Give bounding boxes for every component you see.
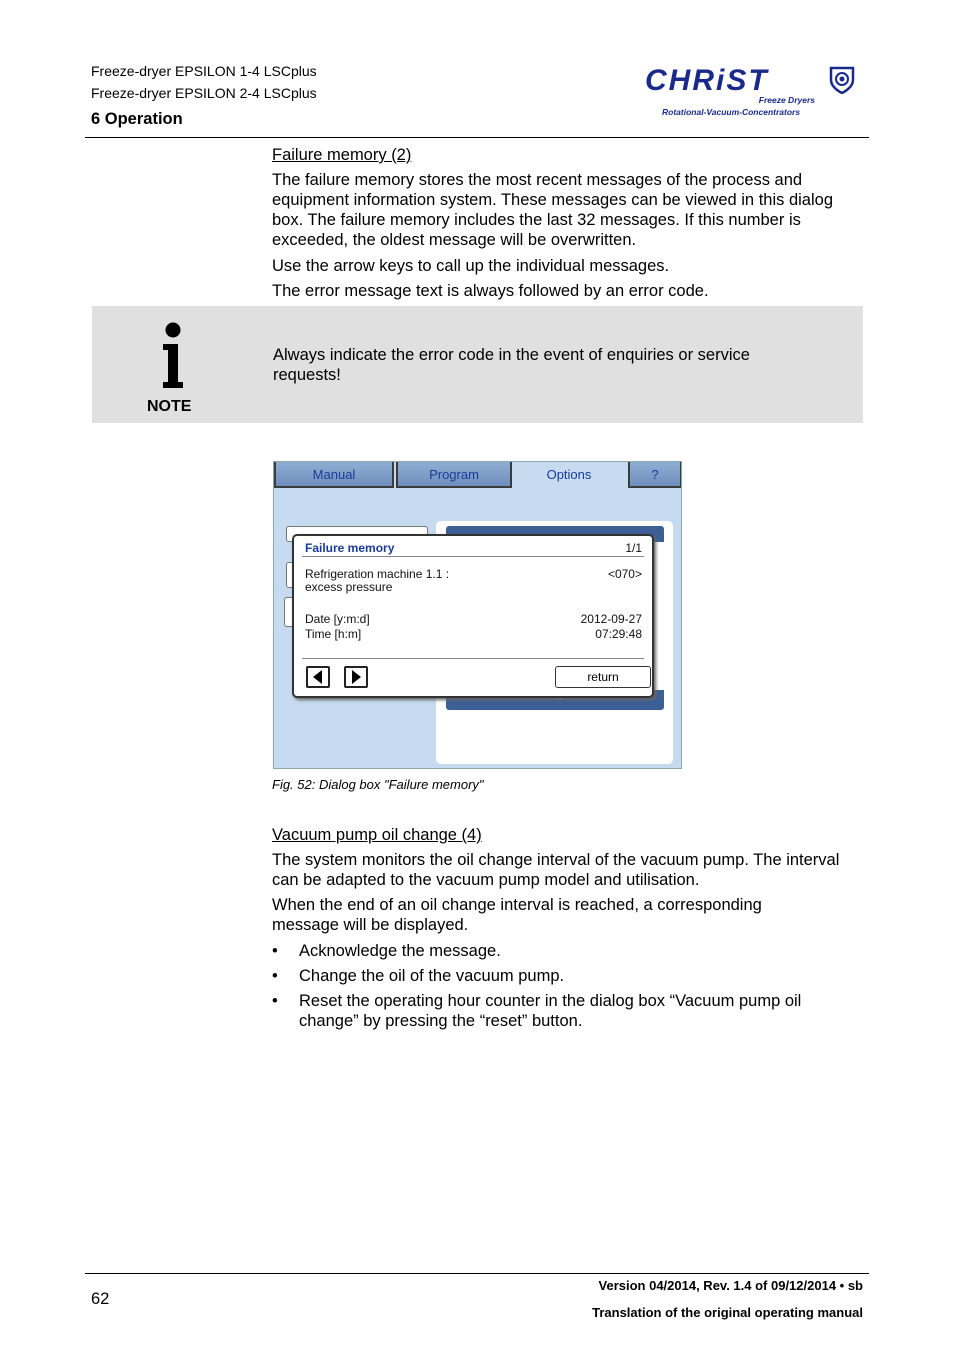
header-product-line-1: Freeze-dryer EPSILON 1-4 LSCplus [91, 63, 317, 79]
footer-translation-note: Translation of the original operating manual [592, 1305, 863, 1320]
page-number: 62 [91, 1290, 110, 1308]
logo-tagline-2: Rotational-Vacuum-Concentrators [662, 107, 801, 117]
tab-manual[interactable]: Manual [274, 462, 394, 488]
bullet-marker-2: • [272, 967, 278, 985]
tab-program[interactable]: Program [396, 462, 512, 488]
bullet-item-3: Reset the operating hour counter in the dialog box “Vacuum pump oil change” by pressing the “reset” button. [299, 992, 802, 1030]
bullet-item-2: Change the oil of the vacuum pump. [299, 967, 565, 985]
dialog-title-divider [302, 556, 644, 557]
christ-logo [645, 64, 865, 120]
footer-divider [85, 1273, 869, 1274]
vacuum-pump-paragraph-1: The system monitors the oil change interval of the vacuum pump. The interval can be adapted to the vacuum pump model and utilisation. [272, 851, 840, 889]
header-section-title: 6 Operation [91, 110, 183, 128]
return-button[interactable]: return [555, 666, 651, 688]
header-product-line-2: Freeze-dryer EPSILON 2-4 LSCplus [91, 85, 317, 101]
time-label: Time [h:m] [305, 627, 362, 641]
bullet-marker-3: • [272, 992, 278, 1010]
arrow-left-icon [308, 668, 328, 686]
date-value: 2012-09-27 [580, 612, 642, 626]
arrow-right-icon [346, 668, 366, 686]
logo-wordmark: CHRiST [645, 64, 769, 97]
note-text: Always indicate the error code in the event of enquiries or service requests! [273, 346, 750, 384]
logo-tagline-1: Freeze Dryers [758, 95, 815, 105]
dialog-title: Failure memory [305, 541, 395, 555]
footer-version: Version 04/2014, Rev. 1.4 of 09/12/2014 • sb [598, 1278, 863, 1293]
failure-memory-heading: Failure memory (2) [272, 146, 412, 164]
figure-caption: Fig. 52: Dialog box "Failure memory" [272, 777, 484, 792]
error-code: <070> [607, 567, 642, 581]
time-value: 07:29:48 [595, 627, 642, 641]
next-message-button[interactable] [344, 666, 368, 688]
note-box [92, 306, 863, 423]
bullet-marker-1: • [272, 942, 278, 960]
tab-options[interactable]: Options [512, 462, 626, 488]
failure-memory-paragraph-1: The failure memory stores the most recent messages of the process and equipment information system. These messages can be viewed in this dialog box. The failure memory includes the last 32 messages. If this number is exceeded, the oldest message will be overwritten. [272, 171, 833, 249]
vacuum-pump-paragraph-2: When the end of an oil change interval is reached, a corresponding message will be displayed. [272, 896, 762, 934]
date-label: Date [y:m:d] [305, 612, 370, 626]
message-text-line-2: excess pressure [305, 580, 393, 594]
vacuum-pump-heading: Vacuum pump oil change (4) [272, 826, 482, 844]
failure-memory-dialog [292, 534, 654, 698]
bullet-item-1: Acknowledge the message. [299, 942, 501, 960]
header-divider [85, 137, 869, 138]
failure-memory-screenshot [273, 461, 682, 769]
dialog-bottom-divider [302, 658, 644, 659]
previous-message-button[interactable] [306, 666, 330, 688]
info-icon [160, 322, 186, 390]
failure-memory-paragraph-3: The error message text is always followed by an error code. [272, 282, 709, 300]
dialog-page-counter: 1/1 [625, 541, 642, 555]
failure-memory-paragraph-2: Use the arrow keys to call up the individual messages. [272, 257, 670, 275]
message-text-line-1: Refrigeration machine 1.1 : [305, 567, 450, 581]
logo-swirl-icon [829, 66, 855, 94]
note-label: NOTE [147, 398, 192, 415]
tab-help[interactable]: ? [628, 462, 682, 488]
